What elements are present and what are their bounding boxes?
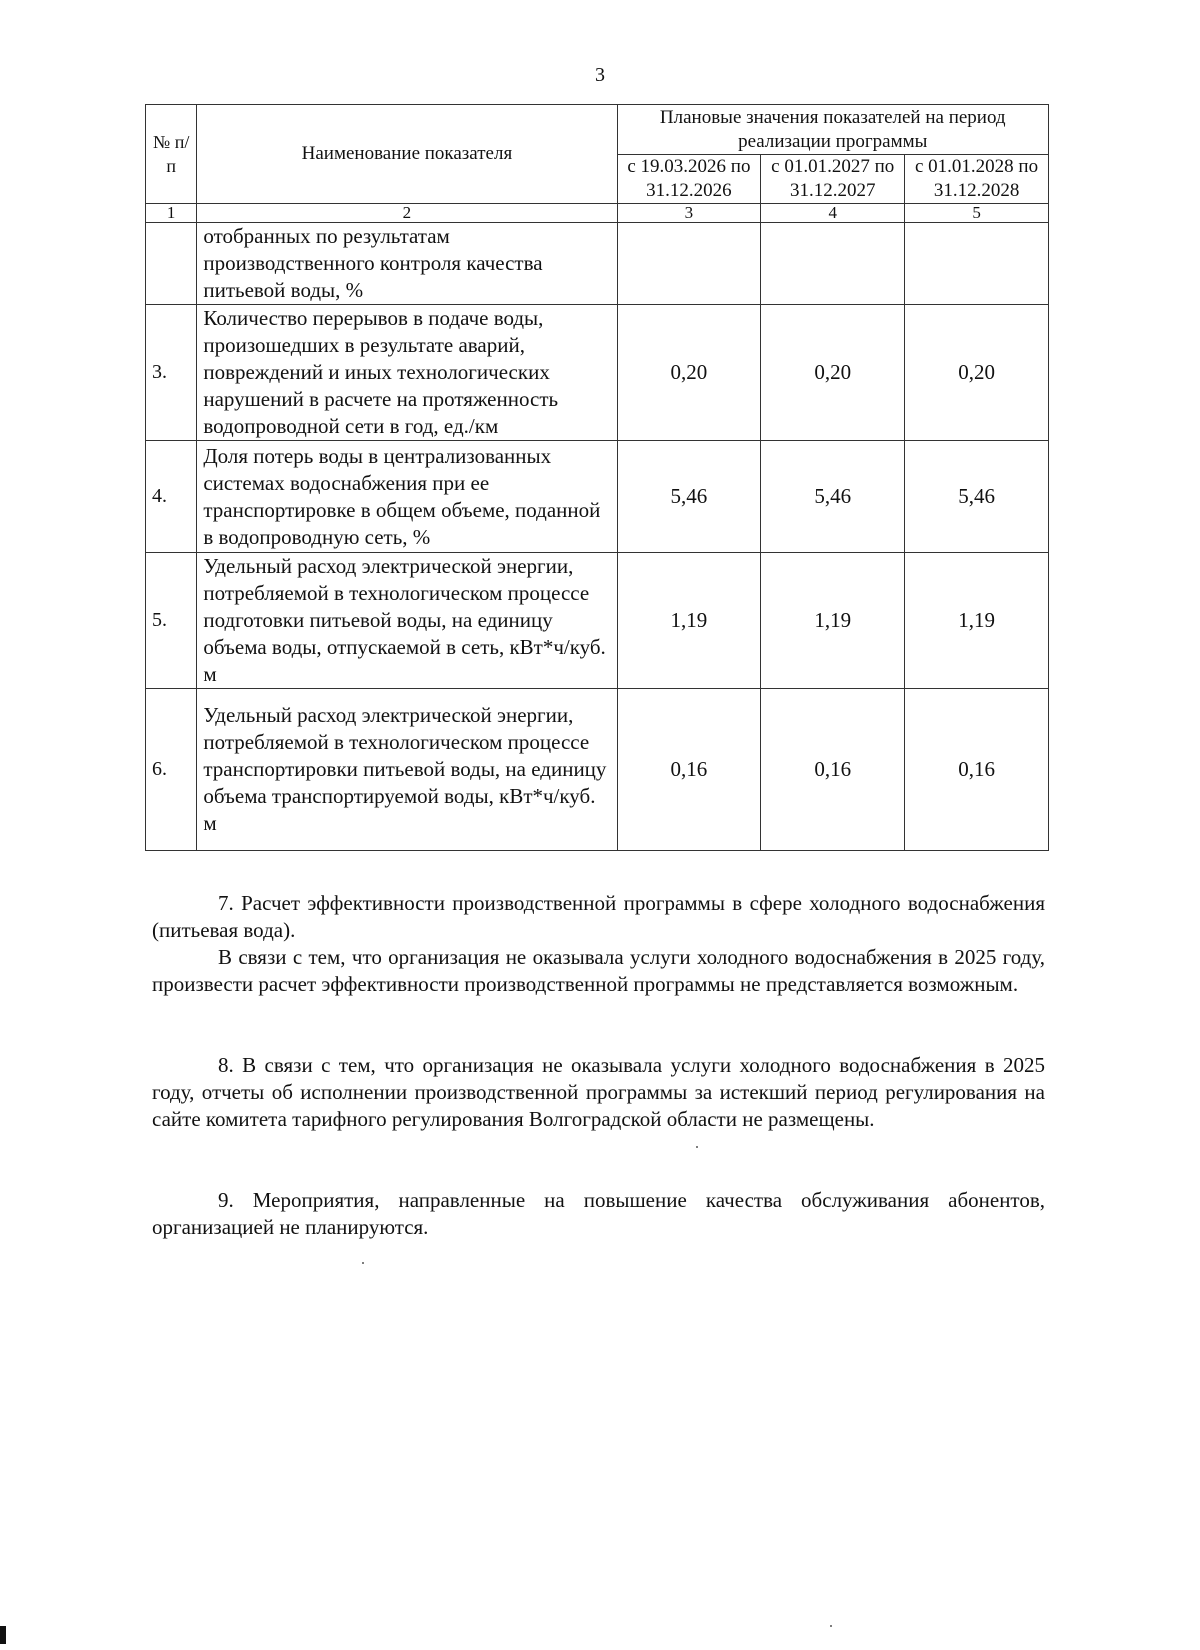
scan-edge-mark bbox=[0, 1626, 6, 1644]
scan-speck bbox=[362, 1262, 364, 1264]
section-9-text: 9. Мероприятия, направленные на повышение качества обслуживания абонентов, организацией не планируются. bbox=[152, 1188, 1045, 1239]
column-number: 3 bbox=[617, 204, 761, 223]
indicator-value bbox=[617, 223, 761, 305]
indicator-value: 1,19 bbox=[617, 553, 761, 689]
section-7-text: В связи с тем, что организация не оказывала услуги холодного водоснабжения в 2025 году, произвести расчет эффективности производственной программы не представляется возможным. bbox=[152, 945, 1045, 996]
scan-speck bbox=[696, 1146, 698, 1148]
table-row bbox=[146, 441, 1049, 553]
header-name-col: Наименование показателя bbox=[197, 105, 617, 204]
table-row bbox=[146, 553, 1049, 689]
table-row bbox=[146, 305, 1049, 441]
header-period-3: с 01.01.2028 по 31.12.2028 bbox=[905, 155, 1049, 204]
indicator-value bbox=[905, 223, 1049, 305]
indicator-value: 5,46 bbox=[905, 441, 1049, 553]
table-row bbox=[146, 223, 1049, 305]
row-number bbox=[146, 223, 197, 305]
section-8 bbox=[152, 1052, 1045, 1133]
indicator-name: отобранных по результатам производственного контроля качества питьевой воды, % bbox=[197, 223, 617, 305]
indicator-value bbox=[761, 223, 905, 305]
indicator-name: Доля потерь воды в централизованных системах водоснабжения при ее транспортировке в общем объеме, поданной в водопроводную сеть, % bbox=[197, 441, 617, 553]
row-number: 3. bbox=[146, 305, 197, 441]
section-8-text: 8. В связи с тем, что организация не оказывала услуги холодного водоснабжения в 2025 году, отчеты об исполнении производственной программы за истекший период регулирования на сайте комитета тарифного регулирования Волгоградской области не размещены. bbox=[152, 1053, 1045, 1131]
indicator-value: 5,46 bbox=[617, 441, 761, 553]
indicator-value: 1,19 bbox=[905, 553, 1049, 689]
column-number: 2 bbox=[197, 204, 617, 223]
indicator-value: 0,16 bbox=[761, 689, 905, 851]
column-number: 5 bbox=[905, 204, 1049, 223]
indicator-value: 5,46 bbox=[761, 441, 905, 553]
scan-speck bbox=[830, 1625, 832, 1627]
indicator-value: 1,19 bbox=[761, 553, 905, 689]
section-7-title: 7. Расчет эффективности производственной программы в сфере холодного водоснабжения (питьевая вода). bbox=[152, 891, 1045, 942]
table-row bbox=[146, 689, 1049, 851]
indicator-name: Удельный расход электрической энергии, потребляемой в технологическом процессе транспортировки питьевой воды, на единицу объема транспортируемой воды, кВт*ч/куб. м bbox=[197, 689, 617, 851]
header-num-col: № п/п bbox=[146, 105, 197, 204]
page-number: 3 bbox=[595, 64, 605, 86]
header-planned-group: Плановые значения показателей на период реализации программы bbox=[617, 105, 1049, 155]
column-number: 1 bbox=[146, 204, 197, 223]
column-number: 4 bbox=[761, 204, 905, 223]
section-7 bbox=[152, 890, 1045, 998]
indicator-value: 0,16 bbox=[905, 689, 1049, 851]
section-9 bbox=[152, 1187, 1045, 1241]
header-period-1: с 19.03.2026 по 31.12.2026 bbox=[617, 155, 761, 204]
header-period-2: с 01.01.2027 по 31.12.2027 bbox=[761, 155, 905, 204]
indicator-value: 0,20 bbox=[761, 305, 905, 441]
column-numbers-row bbox=[146, 204, 1049, 223]
indicator-value: 0,16 bbox=[617, 689, 761, 851]
indicators-table bbox=[145, 104, 1049, 851]
row-number: 4. bbox=[146, 441, 197, 553]
indicator-value: 0,20 bbox=[905, 305, 1049, 441]
indicator-name: Удельный расход электрической энергии, потребляемой в технологическом процессе подготовки питьевой воды, на единицу объема воды, отпускаемой в сеть, кВт*ч/куб. м bbox=[197, 553, 617, 689]
row-number: 6. bbox=[146, 689, 197, 851]
indicator-value: 0,20 bbox=[617, 305, 761, 441]
indicator-name: Количество перерывов в подаче воды, произошедших в результате аварий, повреждений и иных технологических нарушений в расчете на протяженность водопроводной сети в год, ед./км bbox=[197, 305, 617, 441]
row-number: 5. bbox=[146, 553, 197, 689]
